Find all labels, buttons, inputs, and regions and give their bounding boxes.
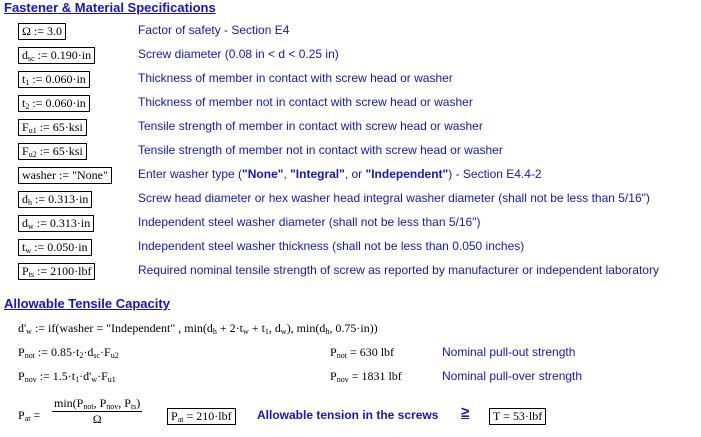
section-header-specs: Fastener & Material Specifications	[4, 0, 216, 15]
pnot-equation[interactable]: $P_{not}$ := $0.85\cdot t_2\cdot d_{sc}\cdot F_{u2}$	[18, 345, 119, 360]
spec-description: Thickness of member in contact with screw head or washer	[138, 71, 453, 85]
spec-value-box[interactable]: $F_{u2}$ := 65·ksi	[18, 143, 87, 160]
spec-description: Enter washer type ("None", "Integral", or "Independent") - Section E4.4-2	[138, 167, 542, 181]
pat-numerator: $\min(P_{not}$, $P_{nov}$, $P_{ts}$)	[54, 396, 141, 411]
spec-value-box[interactable]: washer := "None"	[18, 167, 112, 184]
t-result-box[interactable]: T = 53·lbf	[489, 408, 546, 425]
spec-description: Screw diameter (0.08 in < d < 0.25 in)	[138, 47, 339, 61]
spec-description: Independent steel washer thickness (shall not be less than 0.050 inches)	[138, 239, 525, 253]
pat-denominator: Ω	[92, 412, 102, 426]
spec-description: Required nominal tensile strength of screw as reported by manufacturer or independent laboratory	[138, 263, 659, 277]
dw-prime-equation[interactable]: $d'_w$ := if(washer = "Independent" , $\min(d_h + 2\cdot t_w + t_1$, $d_w$), $\min(d_h$, 0.75·in))	[18, 321, 378, 336]
spec-value-box[interactable]: $t_2$ := 0.060·in	[18, 95, 90, 112]
spec-description: Screw head diameter or hex washer head integral washer diameter (shall not be less than 5/16")	[138, 191, 650, 205]
spec-value-box[interactable]: $d_h$ := 0.313·in	[18, 191, 92, 208]
section-header-capacity: Allowable Tensile Capacity	[4, 296, 170, 311]
pat-result-box[interactable]: $P_{at} = 210\cdot lbf$	[167, 408, 236, 425]
pnov-result: $P_{nov} = 1831$ lbf	[330, 369, 402, 384]
spec-description: Independent steel washer diameter (shall not be less than 5/16")	[138, 215, 481, 229]
pnot-result: $P_{not} = 630$ lbf	[330, 345, 395, 360]
pnot-label: Nominal pull-out strength	[442, 345, 576, 359]
pat-lhs: $P_{at}$ =	[18, 408, 41, 423]
spec-value-box[interactable]: $t_w$ := 0.050·in	[18, 239, 92, 256]
spec-value-box[interactable]: $d_{sc}$ := 0.190·in	[18, 47, 95, 64]
spec-value-box[interactable]: $F_{u1}$ := 65·ksi	[18, 119, 87, 136]
spec-value-box[interactable]: Ω := 3.0	[18, 23, 66, 40]
spec-description: Tensile strength of member not in contact with screw head or washer	[138, 143, 503, 157]
pat-fraction[interactable]	[52, 396, 142, 427]
pnov-equation[interactable]: $P_{nov}$ := $1.5\cdot t_1\cdot d'_w\cdot F_{u1}$	[18, 369, 116, 384]
spec-description: Thickness of member not in contact with screw head or washer	[138, 95, 473, 109]
spec-value-box[interactable]: $d_w$ := 0.313·in	[18, 215, 94, 232]
spec-description: Factor of safety - Section E4	[138, 23, 290, 37]
spec-value-box[interactable]: $P_{ts}$ := 2100·lbf	[18, 263, 95, 280]
spec-value-box[interactable]: $t_1$ := 0.060·in	[18, 71, 90, 88]
tension-label: Allowable tension in the screws	[257, 408, 439, 422]
ge-symbol: ≥	[461, 404, 470, 421]
spec-description: Tensile strength of member in contact with screw head or washer	[138, 119, 483, 133]
pnov-label: Nominal pull-over strength	[442, 369, 583, 383]
